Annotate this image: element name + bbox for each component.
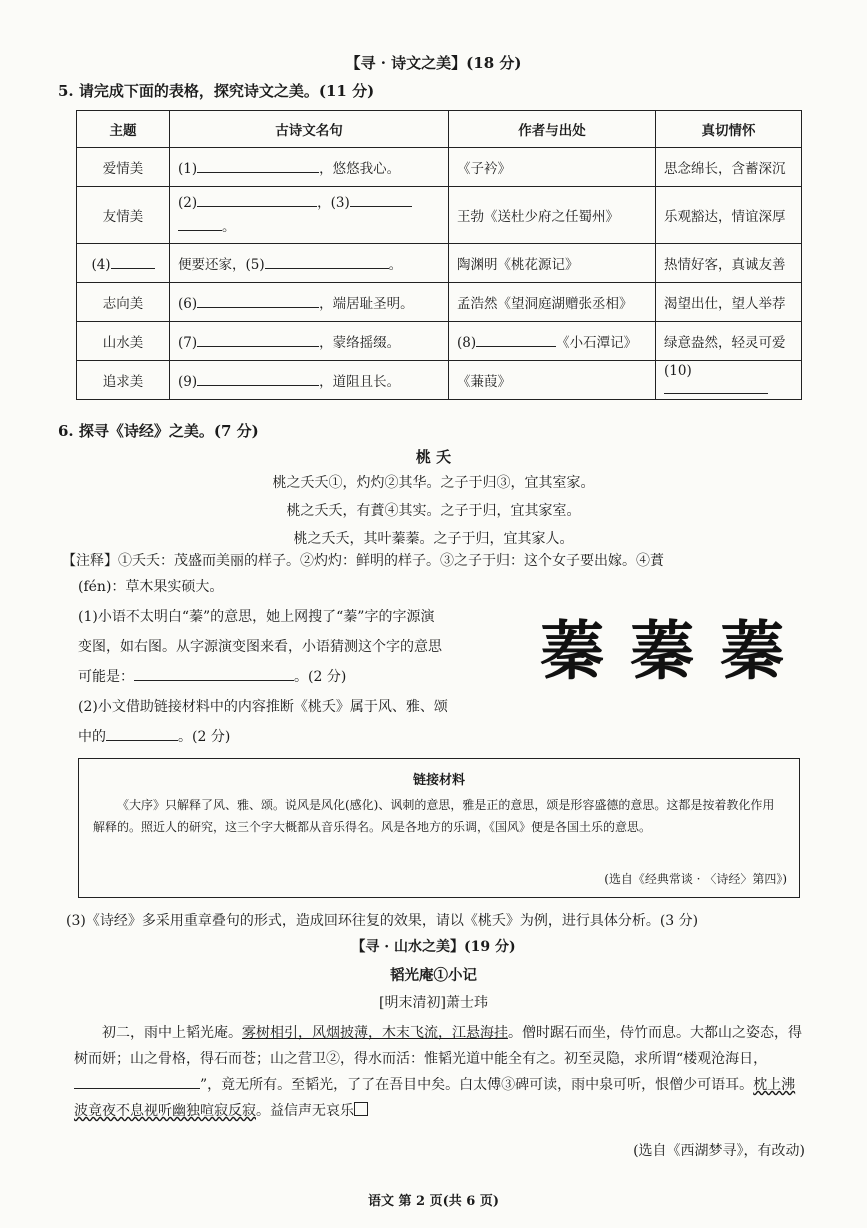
notes-line-1: 【注释】①夭夭：茂盛而美丽的样子。②灼灼：鲜明的样子。③之子于归：这个女子要出嫁。④蕡 [62,553,664,569]
source-cell: 王勃《送杜少府之任蜀州》 [449,187,656,244]
feeling-cell: 乐观豁达，情谊深厚 [656,187,802,244]
answer-blank-4[interactable] [111,254,155,269]
table-row [77,361,802,400]
page-footer: 语文 第 2 页(共 6 页) [367,1194,500,1209]
sub-question-2-line-2: 中的 。(2 分) [78,724,230,750]
answer-blank-sub2[interactable] [106,726,178,741]
section-title-landscape: 【寻 · 山水之美】(19 分) [351,939,516,955]
line-cell: (9) ，道阻且长。 [170,361,449,400]
link-material-box [78,758,800,898]
feeling-cell: (10) [656,361,802,400]
theme-cell: (4) [77,244,170,283]
table-row [77,244,802,283]
source-cell: 《子衿》 [449,148,656,187]
wavy-underlined-phrase: 枕上沸波竟夜不息视听幽独喧寂反寂 [74,1077,796,1119]
poem-line-2: 桃之夭夭，有蕡④其实。之子于归，宜其家室。 [286,503,581,519]
poem-line-3: 桃之夭夭，其叶蓁蓁。之子于归，宜其家人。 [293,531,574,547]
poetry-table [76,110,802,400]
theme-cell: 友情美 [77,187,170,244]
question-6: 6. 探寻《诗经》之美。(7 分) [58,422,259,440]
link-material-title: 链接材料 [412,773,465,788]
theme-cell: 追求美 [77,361,170,400]
table-header-row [77,111,802,148]
answer-blank-2[interactable] [197,192,317,207]
theme-cell: 志向美 [77,283,170,322]
answer-blank-7[interactable] [197,332,319,347]
sub-question-2-line-1: (2)小文借助链接材料中的内容推断《桃夭》属于风、雅、颂 [78,699,448,715]
line-cell: (7) ，蒙络摇缀。 [170,322,449,361]
answer-blank-9[interactable] [197,371,319,386]
theme-cell: 山水美 [77,322,170,361]
line-cell: 便要还家，(5) 。 [170,244,449,283]
header-line: 古诗文名句 [170,111,449,148]
feeling-cell: 热情好客，真诚友善 [656,244,802,283]
header-theme: 主题 [77,111,170,148]
sub-question-1-line-1: (1)小语不太明白“蓁”的意思，她上网搜了“蓁”字的字源演 [78,609,435,625]
character-evolution-glyph-1: 蓁 [540,614,604,689]
sub-question-3: (3)《诗经》多采用重章叠句的形式，造成回环往复的效果，请以《桃夭》为例，进行具体分析。(3 分) [66,913,699,929]
line-cell: (6) ，端居耻圣明。 [170,283,449,322]
answer-blank-5[interactable] [265,254,389,269]
poem-title: 桃 夭 [415,448,452,466]
punctuation-box[interactable] [354,1102,368,1116]
sub-question-1-line-3: 可能是： 。(2 分) [78,664,346,690]
answer-blank-3-cont[interactable] [178,216,222,231]
answer-blank-6[interactable] [197,293,319,308]
answer-blank-3[interactable] [350,192,412,207]
header-feeling: 真切情怀 [656,111,802,148]
section-title-poetry: 【寻 · 诗文之美】(18 分) [345,54,522,72]
source-cell: 陶渊明《桃花源记》 [449,244,656,283]
line-cell: (2) ，(3) 。 [170,187,449,244]
table-row [77,322,802,361]
theme-cell: 爱情美 [77,148,170,187]
poem-line-1: 桃之夭夭①，灼灼②其华。之子于归③，宜其室家。 [272,475,595,491]
essay-body: 初二，雨中上韬光庵。雾树相引，风烟披薄，木末飞流，江悬海挂。僧时踞石而坐，侍竹而息。大都山之姿态，得树而妍；山之骨格，得石而苍；山之营卫②，得水而活：惟韬光道中能全有之。初至灵隐，求所谓“楼观沧海日，”，竟无所有。至韬光，了了在吾目中矣。白太傅③碑可读，雨中泉可听，恨僧少可语耳。枕上沸波竟夜不息视听幽独喧寂反寂。益信声无哀乐 [74,1025,802,1119]
link-material-body: 《大序》只解释了风、雅、颂。说风是风化(感化)、讽刺的意思，雅是正的意思，颂是形容盛德的意思。这都是按着教化作用解释的。照近人的研究，这三个字大概都从音乐得名。风是各地方的乐调，《国风》便是各国土乐的意思。 [93,798,775,834]
line-cell: (1) ，悠悠我心。 [170,148,449,187]
table-row [77,187,802,244]
essay-author: [明末清初]萧士玮 [379,995,488,1011]
answer-blank-essay[interactable] [74,1074,200,1089]
answer-blank-8[interactable] [476,332,556,347]
answer-blank-10[interactable] [664,379,768,394]
notes-line-2: (fén)：草木果实硕大。 [78,579,224,595]
underlined-phrase: 雾树相引，风烟披薄，木末飞流，江悬海挂 [242,1025,508,1041]
header-source: 作者与出处 [449,111,656,148]
table-row [77,283,802,322]
source-cell: (8) 《小石潭记》 [449,322,656,361]
essay-title: 韬光庵①小记 [390,967,477,984]
source-cell: 《蒹葭》 [449,361,656,400]
answer-blank-sub1[interactable] [134,666,294,681]
feeling-cell: 思念绵长，含蓄深沉 [656,148,802,187]
sub-question-1-line-2: 变图，如右图。从字源演变图来看，小语猜测这个字的意思 [78,639,442,655]
essay-source: (选自《西湖梦寻》，有改动) [633,1143,805,1159]
question-5: 5. 请完成下面的表格，探究诗文之美。(11 分) [58,82,375,100]
character-evolution-glyph-3: 蓁 [720,614,784,689]
character-evolution-glyph-2: 蓁 [630,614,694,689]
source-cell: 孟浩然《望洞庭湖赠张丞相》 [449,283,656,322]
answer-blank-1[interactable] [197,158,319,173]
table-row [77,148,802,187]
feeling-cell: 绿意盎然，轻灵可爱 [656,322,802,361]
feeling-cell: 渴望出仕，望人举荐 [656,283,802,322]
link-material-source: (选自《经典常谈 · 〈诗经〉第四》) [604,872,787,886]
